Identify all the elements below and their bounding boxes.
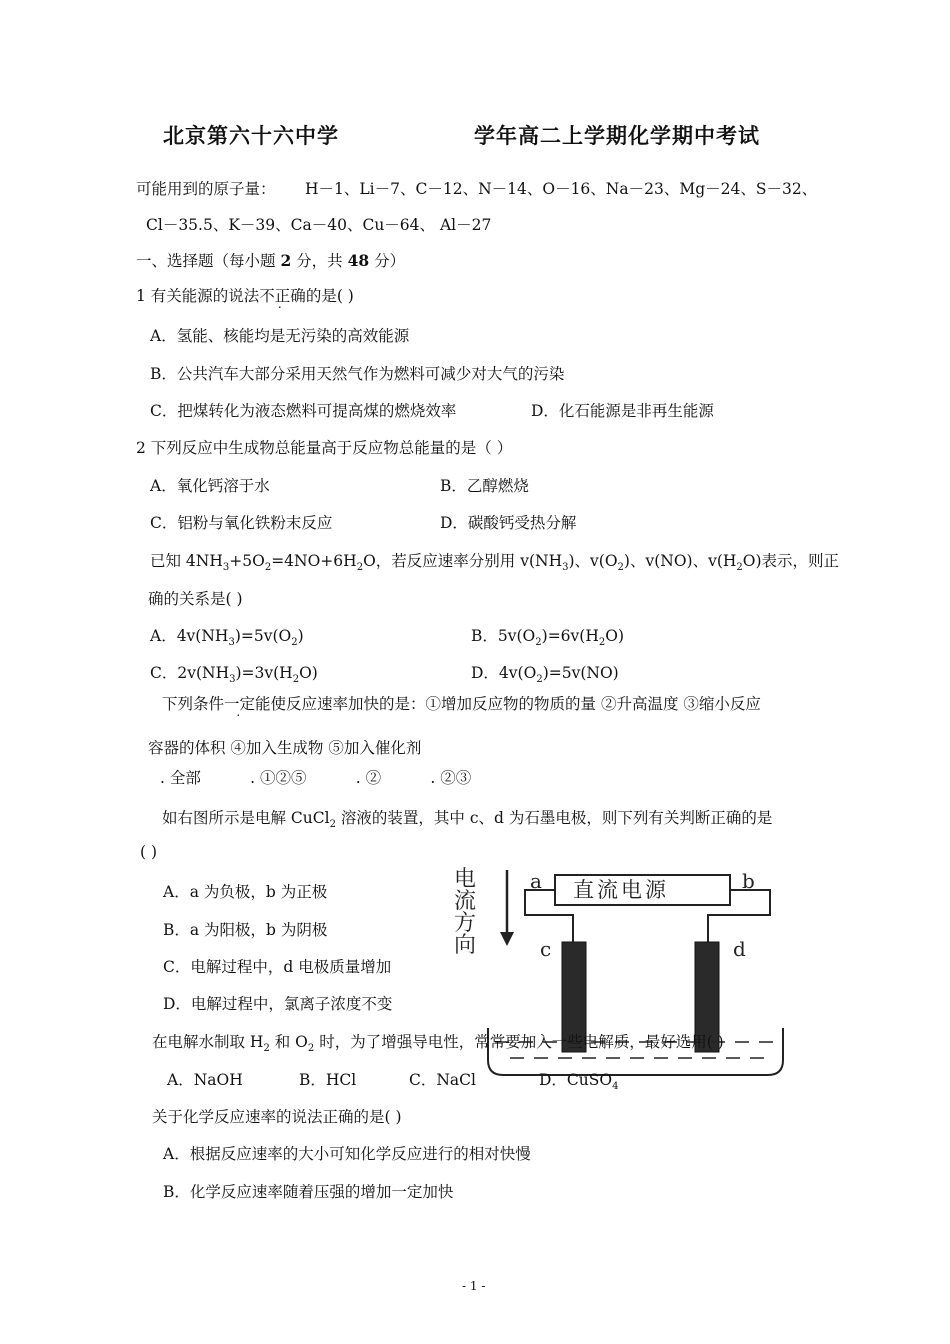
question-3-stem: 已知 $4NH_3+5O_2=4NO+6H_2O$，若反应速率分别用 $v(NH_3)$、$v(O_2)$、v(NO)、$v(H_2O)$表示，则正: [150, 552, 840, 574]
question-7-option-a: A．根据反应速率的大小可知化学反应进行的相对快慢: [163, 1145, 531, 1163]
current-arrow-head: [500, 932, 514, 946]
question-3-option-d: D．$4v(O_2)=5v(NO)$: [471, 664, 619, 686]
question-4-stem-line2: 容器的体积 ④加入生成物 ⑤加入催化剂: [148, 739, 422, 757]
question-5-stem-line2: ( ): [140, 843, 158, 861]
question-1-option-a: A．氢能、核能均是无污染的高效能源: [150, 327, 410, 345]
question-6-option-a: A．NaOH: [167, 1071, 243, 1089]
current-direction-label-4: 向: [454, 933, 477, 958]
current-direction-label-1: 电: [454, 867, 477, 892]
current-direction-label-3: 方: [454, 911, 477, 936]
electrode-c-label: c: [540, 937, 552, 961]
question-2-option-d: D．碳酸钙受热分解: [440, 514, 577, 532]
question-3-option-a: A．$4v(NH_3)=5v(O_2)$: [150, 627, 304, 649]
question-3-stem-line2: 确的关系是( ): [148, 590, 243, 608]
question-7-stem: 关于化学反应速率的说法正确的是( ): [152, 1108, 402, 1126]
question-3-option-c: C．$2v(NH_3)=3v(H_2O)$: [150, 664, 318, 686]
question-5-option-b: B．a 为阳极，b 为阴极: [163, 921, 328, 939]
wire-left: [525, 890, 573, 942]
question-5-option-d: D．电解过程中，氯离子浓度不变: [163, 995, 393, 1013]
question-5-option-a: A．a 为负极，b 为正极: [163, 883, 328, 901]
question-1-stem: 1 有关能源的说法不正确的是( ): [136, 287, 354, 305]
terminal-b-label: b: [742, 869, 755, 893]
atomic-mass-line2: Cl－35.5、K－39、Ca－40、Cu－64、 Al－27: [146, 216, 492, 234]
atomic-mass-label: 可能用到的原子量：: [136, 180, 276, 198]
wire-right: [708, 890, 770, 942]
question-6-option-c: C．NaCl: [409, 1071, 476, 1089]
question-1-option-d: D．化石能源是非再生能源: [531, 402, 714, 420]
current-direction-label-2: 流: [454, 889, 477, 914]
question-2-option-a: A．氧化钙溶于水: [150, 477, 270, 495]
question-2-stem: 2 下列反应中生成物总能量高于反应物总能量的是（ ）: [136, 439, 513, 457]
power-supply-label: 直流电源: [573, 878, 669, 902]
question-6-option-d: D．CuSO$_4$: [539, 1071, 619, 1093]
question-3-option-b: B．$5v(O_2)=6v(H_2O)$: [471, 627, 624, 649]
question-5-option-c: C．电解过程中，d 电极质量增加: [163, 958, 392, 976]
question-2-option-c: C．铝粉与氧化铁粉末反应: [150, 514, 333, 532]
question-7-option-b: B．化学反应速率随着压强的增加一定加快: [163, 1183, 454, 1201]
question-4-stem: 下列条件一定能使反应速率加快的是：①增加反应物的物质的量 ②升高温度 ③缩小反应: [162, 695, 761, 713]
question-2-option-b: B．乙醇燃烧: [440, 477, 529, 495]
section-title: 一、选择题（每小题 2 分，共 48 分）: [136, 251, 406, 270]
school-name: 北京第六十六中学: [163, 123, 339, 148]
question-1-option-c: C．把煤转化为液态燃料可提高煤的燃烧效率: [150, 402, 457, 420]
electrode-d-label: d: [733, 937, 746, 961]
question-1-option-b: B．公共汽车大部分采用天然气作为燃料可减少对大气的污染: [150, 365, 565, 383]
question-6-stem: 在电解水制取 $H_2$ 和 $O_2$ 时，为了增强导电性，常常要加入一些电解质，最好选用( ): [152, 1033, 724, 1055]
atomic-mass-line1: H－1、Li－7、C－12、N－14、O－16、Na－23、Mg－24、S－32、: [305, 180, 818, 198]
exam-title: 学年高二上学期化学期中考试: [474, 123, 760, 148]
terminal-a-label: a: [530, 869, 542, 893]
question-5-stem: 如右图所示是电解 CuCl$_2$ 溶液的装置，其中 c、d 为石墨电极，则下列有关判断正确的是: [162, 809, 773, 831]
question-6-option-b: B．HCl: [299, 1071, 357, 1089]
question-4-options: . 全部 . ①②⑤ . ② . ②③: [160, 769, 472, 787]
page-number: - 1 -: [462, 1279, 486, 1293]
